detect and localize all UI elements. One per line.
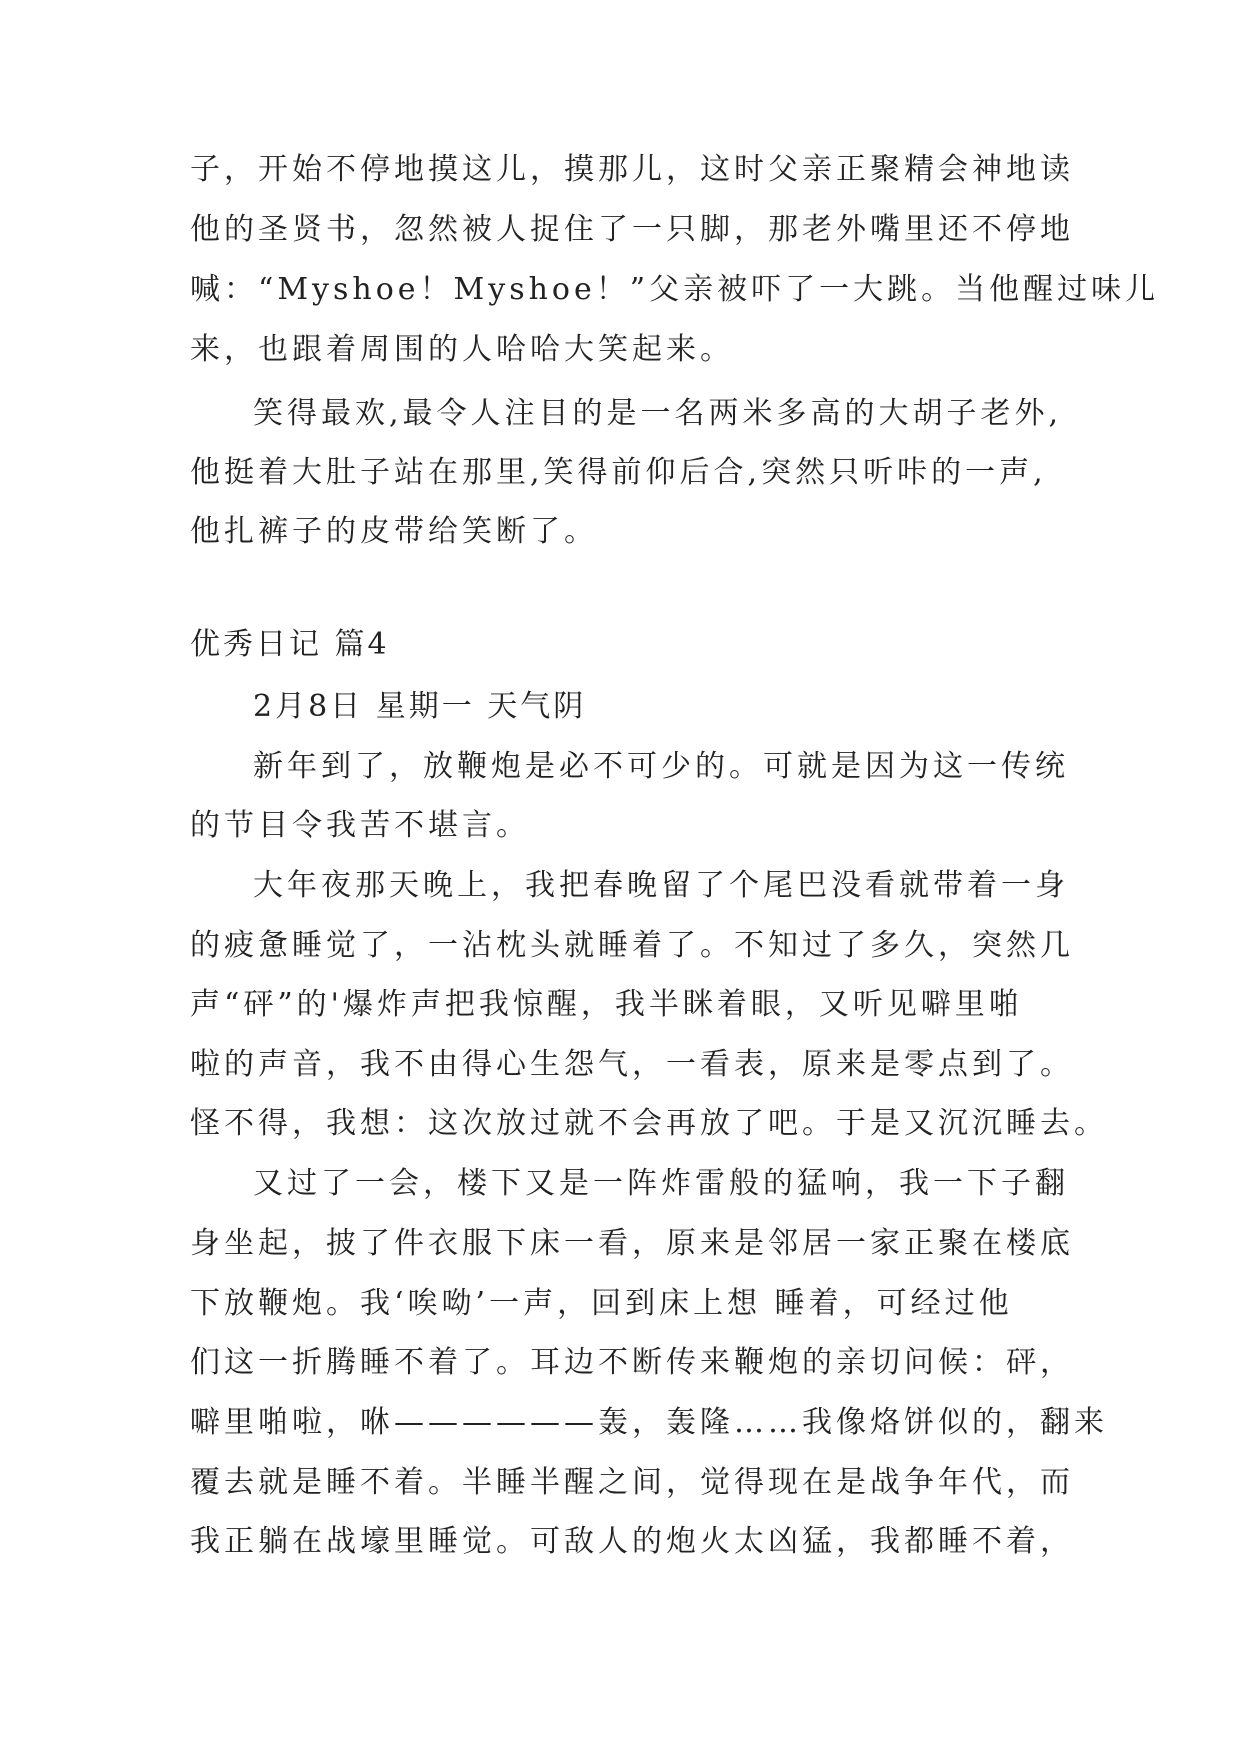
text-line: 怪不得，我想：这次放过就不会再放了吧。于是又沉沉睡去。 bbox=[190, 1106, 1108, 1141]
text-line: 又过了一会，楼下又是一阵炸雷般的猛响，我一下子翻 bbox=[253, 1166, 1069, 1201]
text-line: 下放鞭炮。我‘唉呦’一声，回到床上想 睡着，可经过他 bbox=[190, 1286, 1013, 1321]
text-line: 他的圣贤书，忽然被人捉住了一只脚，那老外嘴里还不停地 bbox=[190, 212, 1074, 247]
text-line: 他扎裤子的皮带给笑断了。 bbox=[190, 514, 598, 549]
text-line: 啦的声音，我不由得心生怨气，一看表，原来是零点到了。 bbox=[190, 1047, 1074, 1082]
text-line: 新年到了，放鞭炮是必不可少的。可就是因为这一传统 bbox=[253, 749, 1069, 784]
text-line: 们这一折腾睡不着了。耳边不断传来鞭炮的亲切问候：砰， bbox=[190, 1345, 1074, 1380]
text-line: 他挺着大肚子站在那里,笑得前仰后合,突然只听咔的一声, bbox=[190, 455, 1047, 490]
text-line: 的节目令我苦不堪言。 bbox=[190, 808, 530, 843]
text-line: 的疲惫睡觉了，一沾枕头就睡着了。不知过了多久，突然几 bbox=[190, 928, 1074, 963]
section-heading: 优秀日记 篇4 bbox=[190, 627, 390, 662]
text-line: 子，开始不停地摸这儿，摸那儿，这时父亲正聚精会神地读 bbox=[190, 152, 1074, 187]
text-line: 来，也跟着周围的人哈哈大笑起来。 bbox=[190, 332, 734, 367]
text-line: 覆去就是睡不着。半睡半醒之间，觉得现在是战争年代，而 bbox=[190, 1465, 1074, 1500]
text-line: 喊：“Myshoe！Myshoe！”父亲被吓了一大跳。当他醒过味儿 bbox=[190, 272, 1160, 307]
text-line: 我正躺在战壕里睡觉。可敌人的炮火太凶猛，我都睡不着， bbox=[190, 1524, 1074, 1559]
date-line: 2月8日 星期一 天气阴 bbox=[253, 689, 587, 724]
text-line: 声“砰”的'爆炸声把我惊醒，我半眯着眼，又听见噼里啪 bbox=[190, 987, 1023, 1022]
text-line: 噼里啪啦，咻——————轰，轰隆……我像烙饼似的，翻来 bbox=[190, 1405, 1108, 1440]
text-line: 笑得最欢,最令人注目的是一名两米多高的大胡子老外, bbox=[253, 396, 1063, 431]
text-line: 大年夜那天晚上，我把春晚留了个尾巴没看就带着一身 bbox=[253, 868, 1069, 903]
text-line: 身坐起，披了件衣服下床一看，原来是邻居一家正聚在楼底 bbox=[190, 1226, 1074, 1261]
